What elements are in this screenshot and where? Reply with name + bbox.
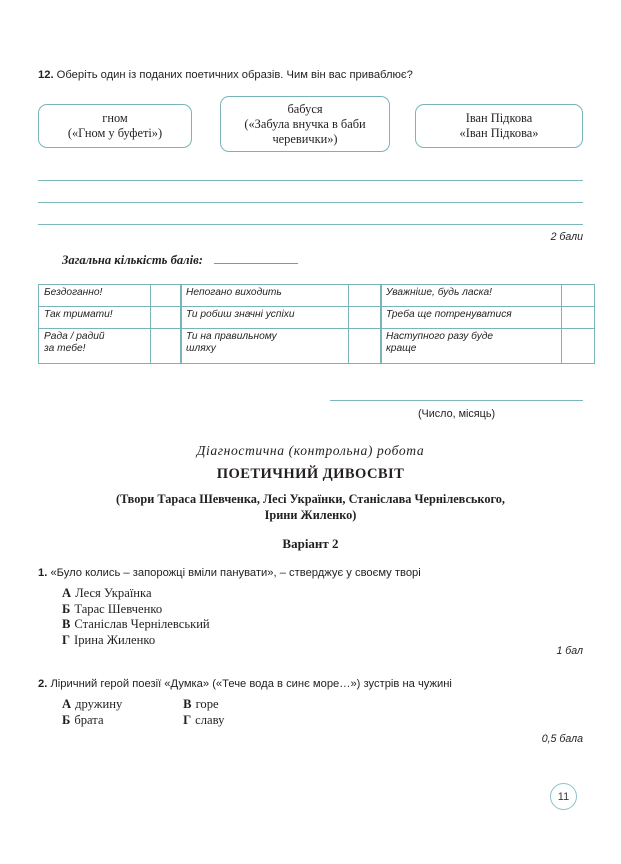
feedback-cell-line2: краще [386, 343, 417, 354]
option-letter: А [62, 586, 72, 600]
feedback-cell-line1: Рада / радий [44, 331, 105, 342]
date-input-line[interactable] [330, 400, 583, 401]
question-2-options-column-right [183, 697, 333, 728]
image-choice-grandmother-line1: бабуся [287, 101, 323, 116]
table-row [39, 285, 182, 307]
feedback-cell-text: Треба ще потренуватися [381, 307, 562, 329]
table-row [381, 329, 595, 364]
page-number-badge: 11 [550, 783, 577, 810]
total-score-row [62, 252, 298, 268]
answer-line-1[interactable] [38, 180, 583, 181]
image-choice-gnome[interactable] [38, 104, 192, 148]
question-1-options [62, 586, 462, 648]
option-letter: Б [62, 601, 71, 616]
question-1-option-a[interactable] [62, 586, 462, 602]
option-text: Леся Українка [75, 586, 152, 600]
feedback-cell-text [39, 329, 151, 364]
option-letter: В [62, 617, 71, 631]
question-2-options [62, 697, 482, 728]
option-letter: Г [183, 712, 192, 727]
total-score-label: Загальна кількість балів: [62, 253, 203, 267]
question-2-option-g[interactable] [183, 713, 333, 729]
feedback-cell-line2: за тебе! [44, 343, 86, 354]
image-choice-grandmother[interactable] [220, 96, 390, 152]
feedback-cell-line1: Наступного разу буде [386, 331, 494, 342]
feedback-checkbox-cell[interactable] [562, 307, 595, 329]
option-letter: В [183, 697, 192, 711]
question-2-option-v[interactable] [183, 697, 333, 713]
question-2-options-column-left [62, 697, 180, 728]
question-2-points: 0,5 бала [541, 733, 583, 745]
answer-line-2[interactable] [38, 202, 583, 203]
option-text: брата [74, 712, 104, 727]
feedback-checkbox-cell[interactable] [562, 285, 595, 307]
feedback-cell-text: Непогано виходить [181, 285, 349, 307]
image-choice-grandmother-line3: черевички») [272, 131, 338, 146]
table-row [181, 307, 382, 329]
work-subtitle-line2: Ірини Жиленко) [264, 507, 357, 522]
task-12-prompt [38, 68, 583, 82]
feedback-checkbox-cell[interactable] [349, 285, 382, 307]
question-1-option-b[interactable] [62, 602, 462, 618]
image-choice-ivan-pidkova[interactable] [415, 104, 583, 148]
table-row [39, 329, 182, 364]
feedback-cell-text: Уважніше, будь ласка! [381, 285, 562, 307]
option-text: Станіслав Чернілевський [74, 617, 210, 631]
feedback-cell-text: Ти робиш значні успіхи [181, 307, 349, 329]
task-12-text: Оберіть один із поданих поетичних образів. Чим він вас приваблює? [56, 69, 413, 81]
table-row [39, 307, 182, 329]
image-choice-gnome-line2: («Гном у буфеті») [67, 126, 163, 140]
option-text: славу [195, 712, 225, 727]
image-choice-ivan-pidkova-line2: «Іван Підкова» [459, 126, 539, 140]
question-1-option-v[interactable] [62, 617, 462, 633]
image-choice-grandmother-line2: («Забула внучка в баби [244, 116, 366, 131]
task-12-points: 2 бали [550, 231, 583, 243]
table-row [381, 307, 595, 329]
feedback-checkbox-cell[interactable] [562, 329, 595, 364]
feedback-checkbox-cell[interactable] [349, 329, 382, 364]
option-text: Тарас Шевченко [74, 601, 163, 616]
total-score-blank[interactable] [214, 252, 298, 264]
question-1 [38, 566, 583, 580]
work-main-title: ПОЕТИЧНИЙ ДИВОСВІТ [216, 466, 405, 482]
feedback-cell-text: Бездоганно! [39, 285, 151, 307]
feedback-table-improve [380, 284, 595, 364]
feedback-checkbox-cell[interactable] [349, 307, 382, 329]
question-2-text: Ліричний герой поезії «Думка» («Тече вода в синє море…») зустрів на чужині [50, 678, 452, 690]
question-2-option-b[interactable] [62, 713, 180, 729]
task-12-number: 12. [38, 69, 54, 81]
feedback-table-praise [38, 284, 182, 364]
feedback-tables [38, 284, 583, 372]
variant-label: Варіант 2 [282, 536, 339, 551]
feedback-cell-text [181, 329, 349, 364]
work-subtitle-line1: (Твори Тараса Шевченка, Лесі Українки, Станіслава Чернілевського, [115, 492, 506, 506]
image-choice-ivan-pidkova-line1: Іван Підкова [465, 111, 533, 125]
option-letter: Г [62, 632, 71, 647]
question-2-option-a[interactable] [62, 697, 180, 713]
option-text: Ірина Жиленко [74, 632, 156, 647]
feedback-cell-text: Так тримати! [39, 307, 151, 329]
answer-line-3[interactable] [38, 224, 583, 225]
feedback-cell-line2: шляху [186, 343, 216, 354]
feedback-cell-line1: Ти на правильному [186, 331, 277, 342]
question-1-option-g[interactable] [62, 633, 462, 649]
poetic-image-choices [38, 96, 583, 152]
date-caption: (Число, місяць) [417, 408, 496, 420]
work-kind-title: Діагностична (контрольна) робота [196, 443, 425, 458]
work-subtitle [38, 492, 583, 523]
image-choice-gnome-line1: гном [102, 111, 128, 125]
table-row [181, 285, 382, 307]
question-1-number: 1. [38, 567, 48, 579]
feedback-cell-text [381, 329, 562, 364]
option-letter: А [62, 697, 72, 711]
question-1-points: 1 бал [556, 645, 583, 657]
feedback-checkbox-cell[interactable] [151, 307, 182, 329]
table-row [381, 285, 595, 307]
feedback-table-progress [180, 284, 382, 364]
option-text: дружину [75, 697, 123, 711]
feedback-checkbox-cell[interactable] [151, 285, 182, 307]
option-text: горе [195, 697, 219, 711]
table-row [181, 329, 382, 364]
question-1-text: «Було колись – запорожці вміли панувати», – стверджує у своєму творі [50, 567, 421, 579]
question-2-number: 2. [38, 678, 48, 690]
option-letter: Б [62, 712, 71, 727]
question-2 [38, 677, 583, 691]
feedback-checkbox-cell[interactable] [151, 329, 182, 364]
